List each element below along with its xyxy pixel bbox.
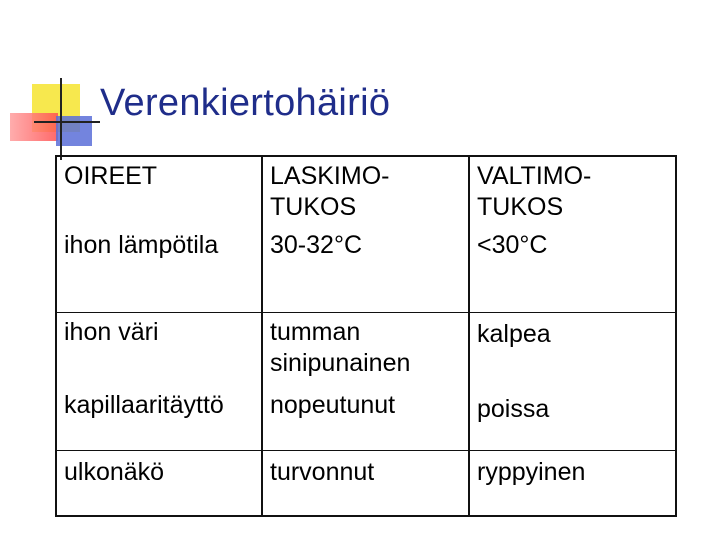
header-cell-symptoms: [56, 156, 262, 230]
table-cell: ihon väri: [56, 312, 262, 386]
table-cell: ryppyinen: [469, 450, 676, 516]
header-label-arterial-line2: TUKOS: [477, 193, 564, 221]
table-row: [56, 386, 676, 450]
table-row: [56, 450, 676, 516]
table-cell: kalpea: [469, 312, 676, 386]
header-label-symptoms: OIREET: [64, 162, 158, 190]
title-ornament-horizontal-line: [34, 121, 100, 123]
table-header-row: [56, 156, 676, 230]
table-cell: turvonnut: [262, 450, 469, 516]
title-ornament-red-bar: [10, 113, 58, 141]
table-cell: 30-32°C: [262, 230, 469, 312]
table-cell: ihon lämpötila: [56, 230, 262, 312]
slide-title: Verenkiertohäiriö: [100, 82, 391, 124]
header-label-venous-line1: LASKIMO-: [270, 162, 390, 190]
header-cell-venous-thrombosis: [262, 156, 469, 230]
header-label-arterial-line1: VALTIMO-: [477, 162, 592, 190]
table-row: [56, 312, 676, 386]
table-cell: kapillaaritäyttö: [56, 386, 262, 450]
table-cell: tumman sinipunainen: [262, 312, 469, 386]
table-cell: ulkonäkö: [56, 450, 262, 516]
table-row: [56, 230, 676, 312]
header-cell-arterial-thrombosis: [469, 156, 676, 230]
title-ornament-vertical-line: [60, 78, 62, 160]
header-label-venous-line2: TUKOS: [270, 193, 357, 221]
table-cell: nopeutunut: [262, 386, 469, 450]
table-cell: poissa: [469, 386, 676, 450]
symptom-table: [55, 155, 677, 517]
table-cell: <30°C: [469, 230, 676, 312]
